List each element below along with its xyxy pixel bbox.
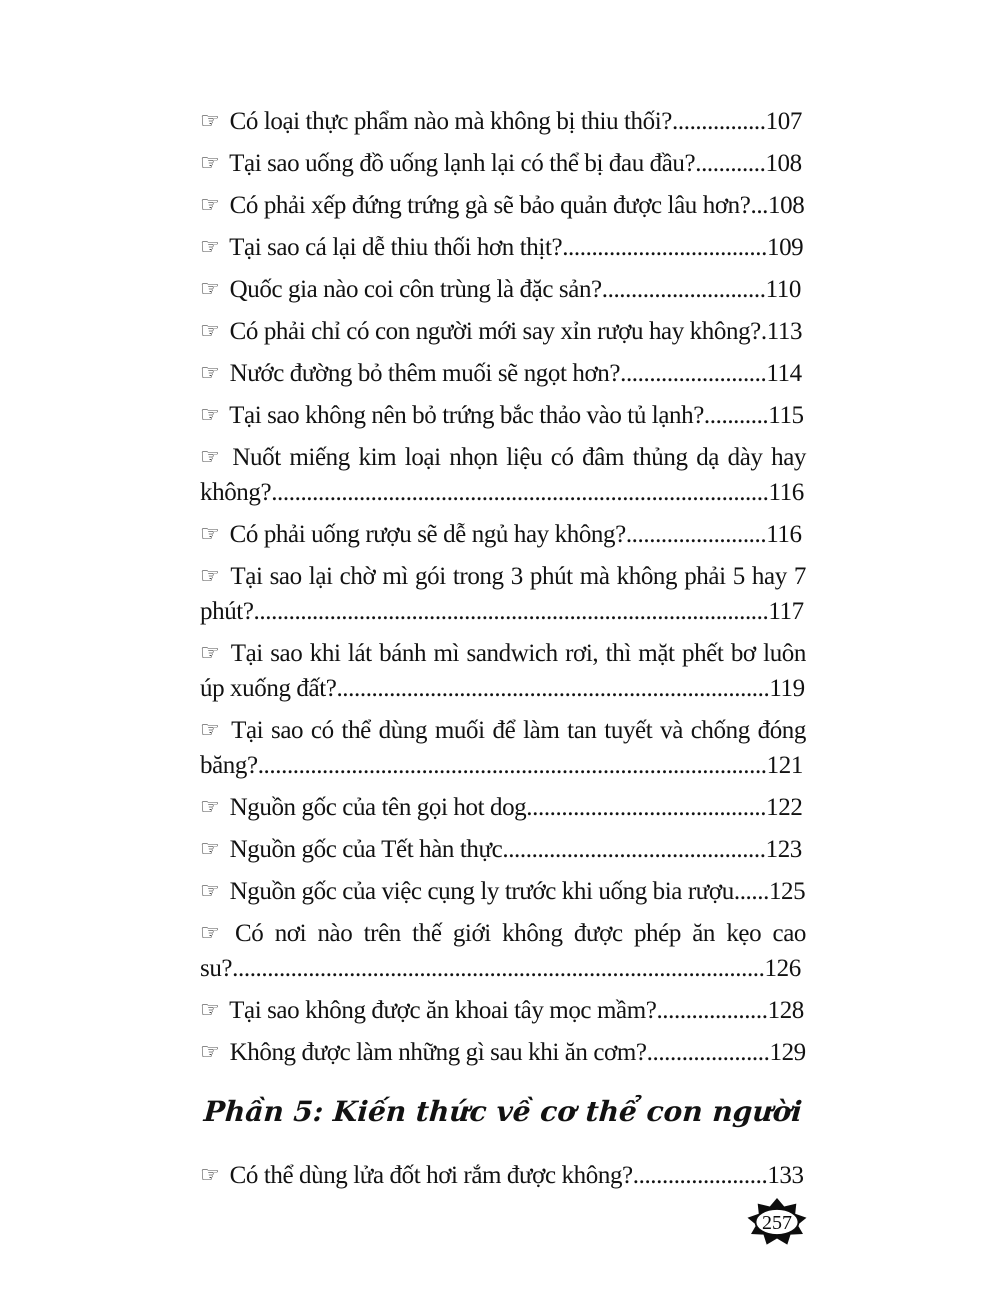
dot-leader: ................ [672,108,766,135]
dot-leader: ............................ [601,276,766,303]
toc-entry [200,440,806,510]
dot-leader: ..................... [646,1039,770,1066]
toc-entry-page: 123 [765,836,802,863]
dot-leader: ................... [656,997,768,1024]
pointing-hand-icon: ☞ [200,564,220,589]
toc-entry-title: Có thể dùng lửa đốt hơi rắm được không? [229,1162,633,1189]
toc-entry [200,230,806,265]
toc-entry-title: Nguồn gốc của Tết hàn thực [229,836,503,863]
toc-entry [200,993,806,1028]
pointing-hand-icon: ☞ [200,235,220,260]
toc-entry [200,188,806,223]
pointing-hand-icon: ☞ [200,319,220,344]
dot-leader: ... [750,192,769,219]
toc-entry-title: Tại sao có thể dùng muối để làm tan tuyết và chống đóng băng? [200,717,806,779]
toc-entry-page: 133 [767,1162,804,1189]
toc-entry-title: Nước đường bỏ thêm muối sẽ ngọt hơn? [229,360,621,387]
toc-entry [200,559,806,629]
toc-entry-page: 109 [766,234,804,261]
toc-entry-page: 115 [768,402,804,429]
pointing-hand-icon: ☞ [200,1040,220,1065]
toc-entry [200,272,806,307]
toc-entry [200,104,806,139]
toc-entry [200,1158,806,1193]
pointing-hand-icon: ☞ [200,837,220,862]
toc-entry-title: Tại sao uống đồ uống lạnh lại có thể bị đau đầu? [229,150,696,177]
pointing-hand-icon: ☞ [200,718,220,743]
toc-entry [200,832,806,867]
toc-entry-page: 107 [765,108,802,135]
toc-entry [200,874,806,909]
toc-entry-page: 108 [765,150,802,177]
toc-entry [200,1035,806,1070]
pointing-hand-icon: ☞ [200,151,220,176]
pointing-hand-icon: ☞ [200,998,220,1023]
toc-entry-title: Nguồn gốc của việc cụng ly trước khi uống bia rượu [229,878,734,905]
pointing-hand-icon: ☞ [200,193,220,218]
page-number-badge [747,1198,807,1246]
toc-entry-page: 129 [769,1039,806,1066]
dot-leader: ........................ [625,521,767,548]
toc-entry-page: 113 [766,318,803,345]
toc-entry-title: Có phải chỉ có con người mới say xỉn rượu hay không? [229,318,761,345]
dot-leader: ......................... [620,360,767,387]
pointing-hand-icon: ☞ [200,361,220,386]
dot-leader: ........................................................................................... [232,955,765,982]
toc-entry [200,790,806,825]
pointing-hand-icon: ☞ [200,403,220,428]
toc-entry [200,398,806,433]
pointing-hand-icon: ☞ [200,277,220,302]
dot-leader: .......................................................................... [336,675,770,702]
toc-entry-page: 119 [769,675,805,702]
toc-entry-title: Tại sao lại chờ mì gói trong 3 phút mà không phải 5 hay 7 phút? [200,563,806,625]
dot-leader: ............................................. [502,836,766,863]
toc-entry [200,916,806,986]
toc-entry-title: Có nơi nào trên thế giới không được phép ăn kẹo cao su? [200,920,806,982]
toc-entry-title: Nguồn gốc của tên gọi hot dog [229,794,527,821]
pointing-hand-icon: ☞ [200,879,220,904]
toc-entry-title: Có loại thực phẩm nào mà không bị thiu thối? [229,108,673,135]
toc-entry-page: 128 [767,997,804,1024]
dot-leader: ..................................................................................... [271,479,769,506]
toc-entry-page: 114 [766,360,802,387]
pointing-hand-icon: ☞ [200,921,220,946]
dot-leader: ....................... [632,1162,768,1189]
toc-entry [200,517,806,552]
toc-entry-page: 108 [768,192,805,219]
dot-leader: ....................................................................................... [257,752,767,779]
pointing-hand-icon: ☞ [200,445,220,470]
dot-leader: ......................................... [526,794,767,821]
dot-leader: ........... [703,402,769,429]
dot-leader: ...... [733,878,769,905]
dot-leader: ........................................................................................ [253,598,769,625]
page-number-text: 257 [762,1212,792,1234]
pointing-hand-icon: ☞ [200,795,220,820]
toc-entry [200,636,806,706]
toc-entry-page: 126 [764,955,801,982]
toc-entry [200,146,806,181]
pointing-hand-icon: ☞ [200,641,220,666]
section-heading: Phần 5: Kiến thức về cơ thể con người [202,1095,804,1128]
toc-entry-page: 116 [768,479,804,506]
toc-entry-title: Tại sao không được ăn khoai tây mọc mầm? [229,997,657,1024]
pointing-hand-icon: ☞ [200,109,220,134]
toc-entry-title: Có phải uống rượu sẽ dễ ngủ hay không? [229,521,626,548]
toc-page-content [200,104,806,1200]
toc-entry [200,356,806,391]
toc-list-after-heading [200,1158,806,1193]
pointing-hand-icon: ☞ [200,1163,220,1188]
dot-leader: ............ [695,150,766,177]
toc-entry-page: 117 [768,598,804,625]
toc-entry-title: Không được làm những gì sau khi ăn cơm? [229,1039,647,1066]
sunburst-icon [747,1198,807,1246]
toc-entry-page: 116 [766,521,802,548]
toc-entry-title: Nuốt miếng kim loại nhọn liệu có đâm thủng dạ dày hay không? [200,444,807,506]
toc-entry-page: 121 [766,752,803,779]
toc-entry [200,314,806,349]
toc-entry-page: 110 [765,276,801,303]
toc-list-before-heading [200,104,806,1070]
toc-entry [200,713,806,783]
toc-entry-title: Có phải xếp đứng trứng gà sẽ bảo quản được lâu hơn? [229,192,751,219]
toc-entry-page: 125 [768,878,806,905]
pointing-hand-icon: ☞ [200,522,220,547]
toc-entry-title: Tại sao khi lát bánh mì sandwich rơi, thì mặt phết bơ luôn úp xuống đất? [200,640,806,702]
dot-leader: ................................... [562,234,767,261]
toc-entry-title: Tại sao cá lại dễ thiu thối hơn thịt? [229,234,563,261]
toc-entry-title: Quốc gia nào coi côn trùng là đặc sản? [229,276,602,303]
toc-entry-title: Tại sao không nên bỏ trứng bắc thảo vào tủ lạnh? [229,402,704,429]
dot-leader: . [760,318,767,345]
toc-entry-page: 122 [766,794,803,821]
